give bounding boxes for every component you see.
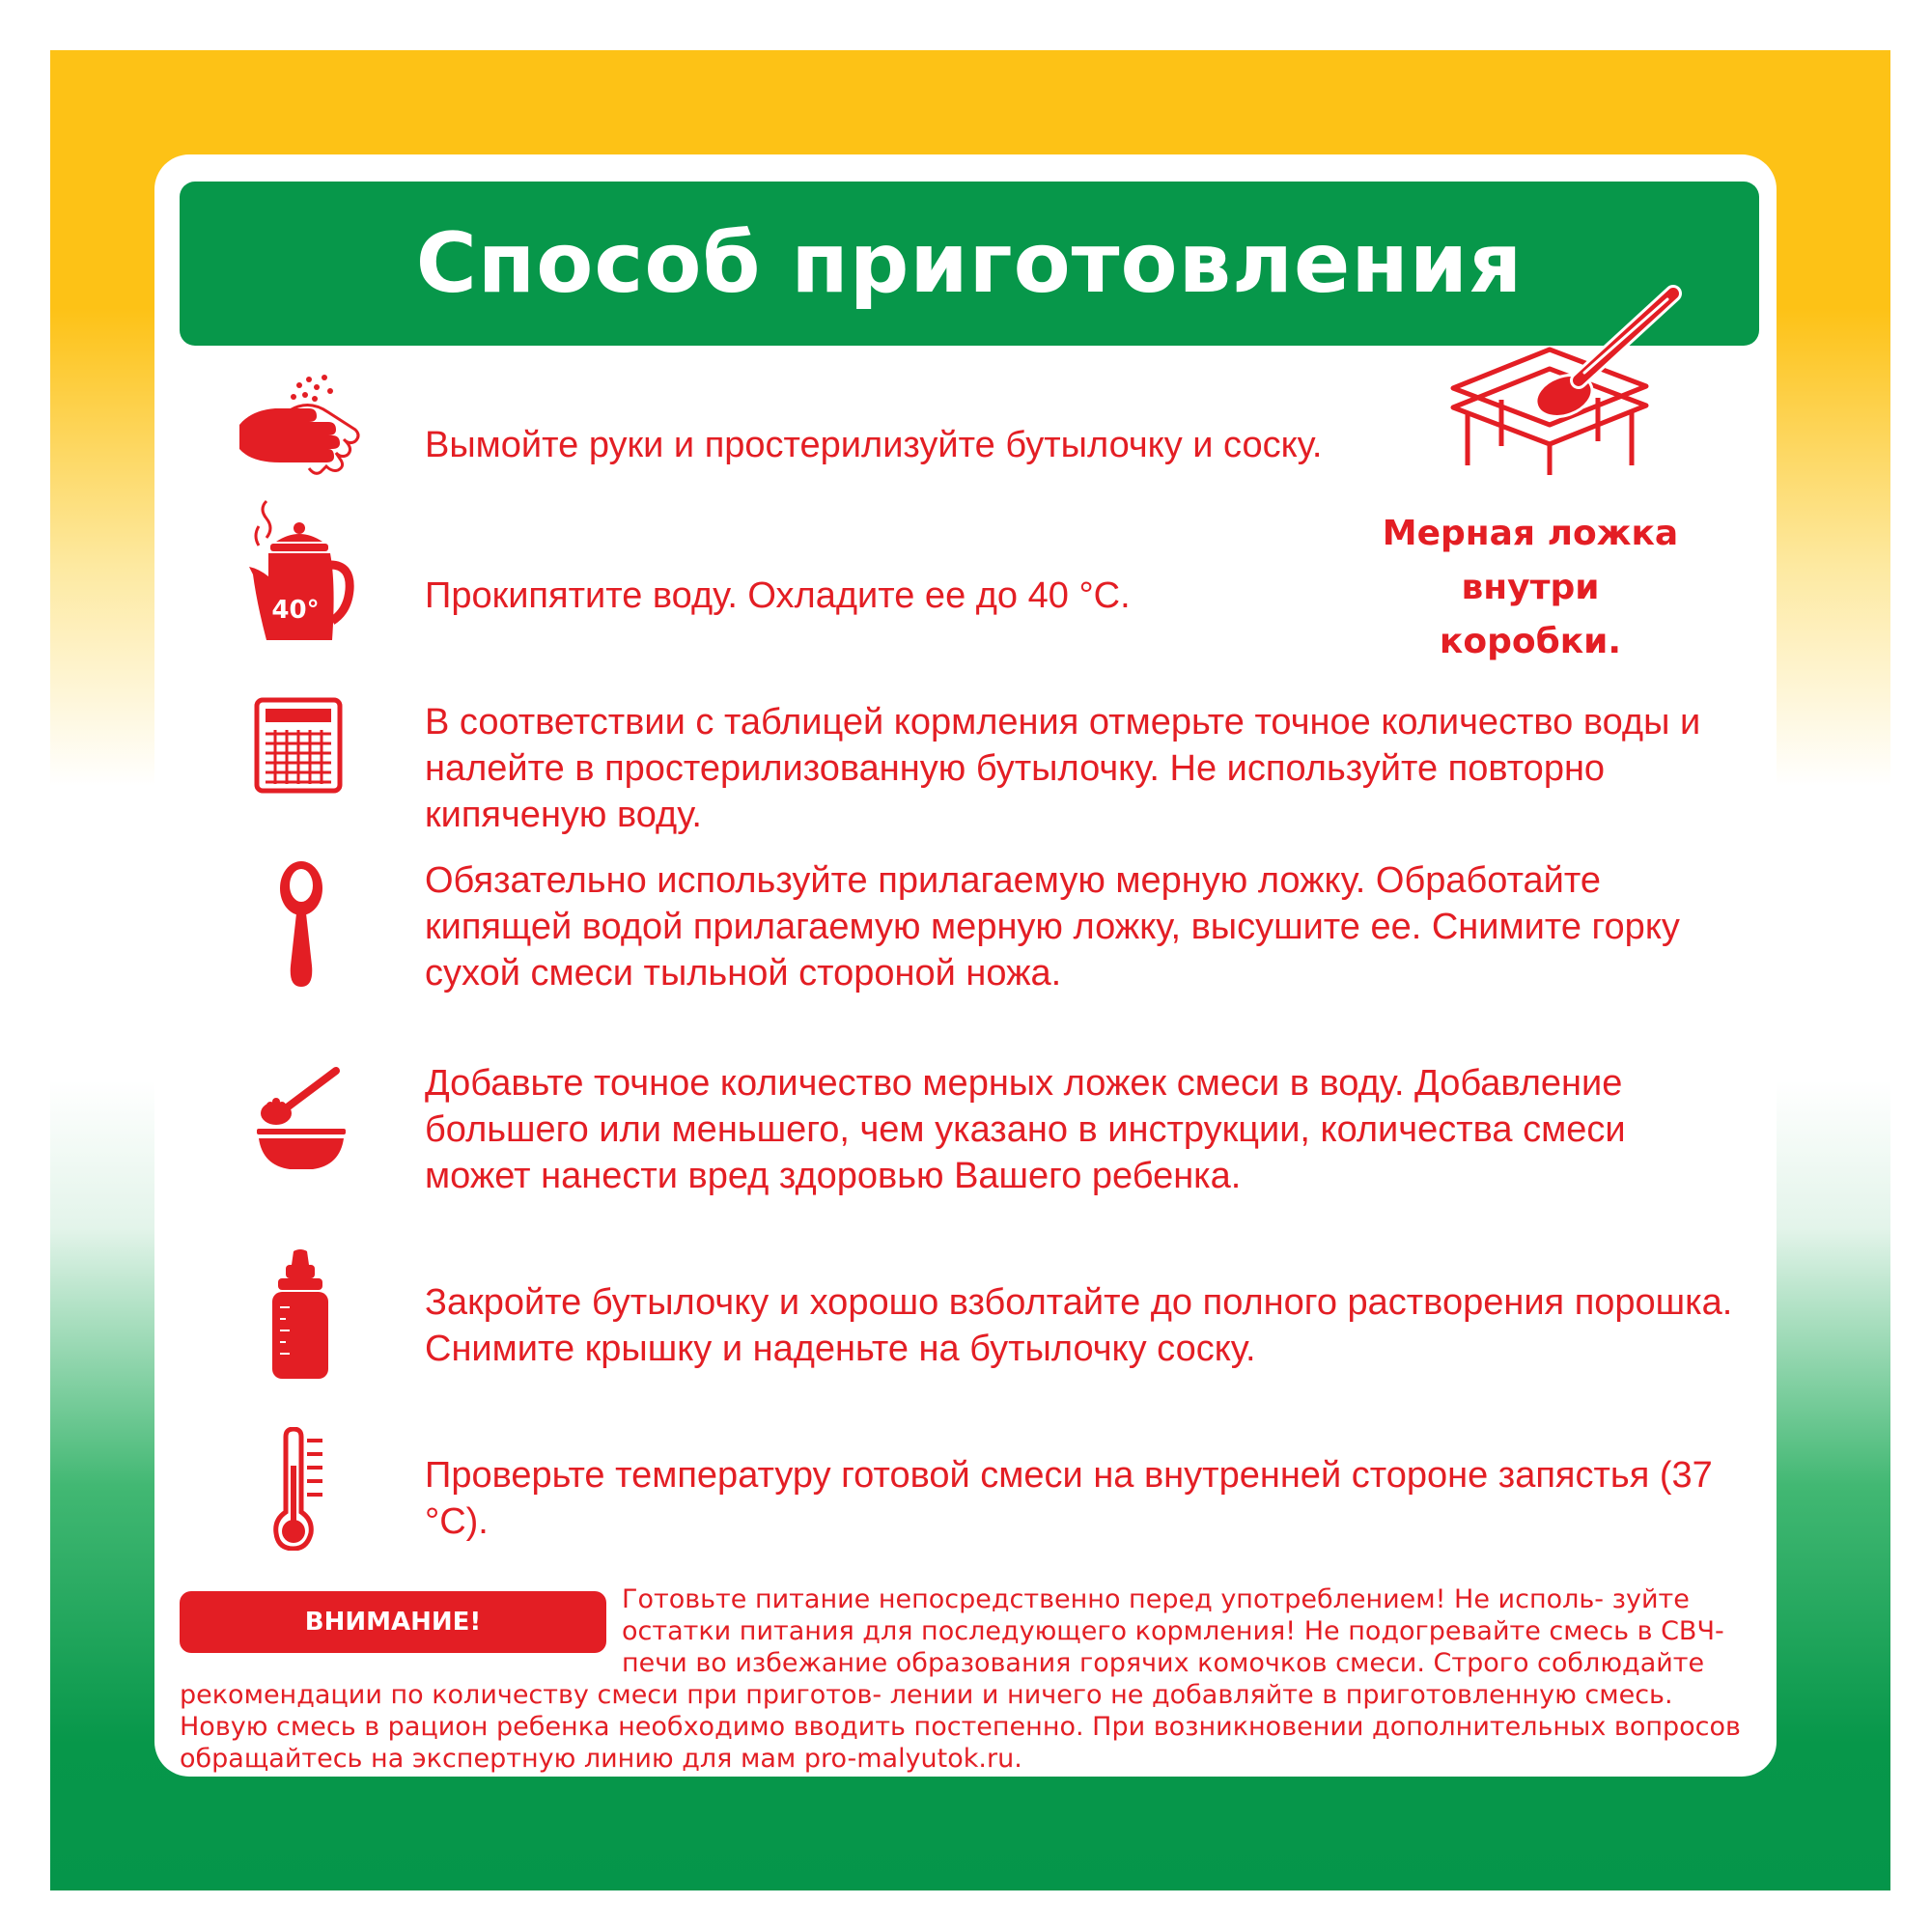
spoon-note-line-1: Мерная ложка — [1382, 514, 1679, 553]
kettle-icon — [249, 497, 355, 647]
kettle-temperature-label: 40° — [271, 596, 320, 625]
thermometer-icon — [270, 1427, 330, 1551]
measuring-spoon-icon — [277, 859, 325, 990]
baby-bottle-icon — [268, 1247, 332, 1383]
spoon-note-line-2: внутри коробки. — [1439, 568, 1622, 661]
warning-badge: ВНИМАНИЕ! — [180, 1591, 606, 1653]
step-7-text: Проверьте температуру готовой смеси на внутренней стороне запястья (37 °С). — [425, 1455, 1713, 1542]
bowl-with-spoon-icon — [253, 1065, 350, 1173]
warning-text: Готовьте питание непосредственно перед употреблением! Не исполь- зуйте остатки питания для последующего кормления! Не подогревайте смесь в СВЧ-печи во избежание образования горячих комочков смеси. Строго соблюдайте рекомендации по количеству смеси при приготов- лении и ничего не добавляйте в приготовленную смесь. Новую смесь в рацион ребенка необходимо вводить постепенно. При возникновении дополнительных вопросов обращайтесь на экспертную линию для мам pro-malyutok.ru. — [180, 1584, 1741, 1774]
step-2-text: Прокипятите воду. Охладите ее до 40 °С. — [425, 575, 1131, 616]
hand-washing-icon — [232, 372, 367, 488]
page-title: Способ приготовления — [415, 215, 1524, 312]
step-4-text: Обязательно используйте прилагаемую мерную ложку. Обработайте кипящей водой прилагаемую мерную ложку, высушите ее. Снимите горку сухой смеси тыльной стороной ножа. — [425, 860, 1680, 994]
step-6-text: Закройте бутылочку и хорошо взболтайте до полного растворения порошка. Снимите крышку и наденьте на бутылочку соску. — [425, 1282, 1733, 1369]
feeding-table-icon — [254, 697, 343, 794]
step-3-text: В соответствии с таблицей кормления отмерьте точное количество воды и налейте в простерилизованную бутылочку. Не используйте повторно кипяченую воду. — [425, 702, 1701, 835]
step-5-text: Добавьте точное количество мерных ложек смеси в воду. Добавление большего или меньшего, чем указано в инструкции, количества смеси может нанести вред здоровью Вашего ребенка. — [425, 1063, 1626, 1196]
step-1-text: Вымойте руки и простерилизуйте бутылочку и соску. — [425, 425, 1323, 465]
